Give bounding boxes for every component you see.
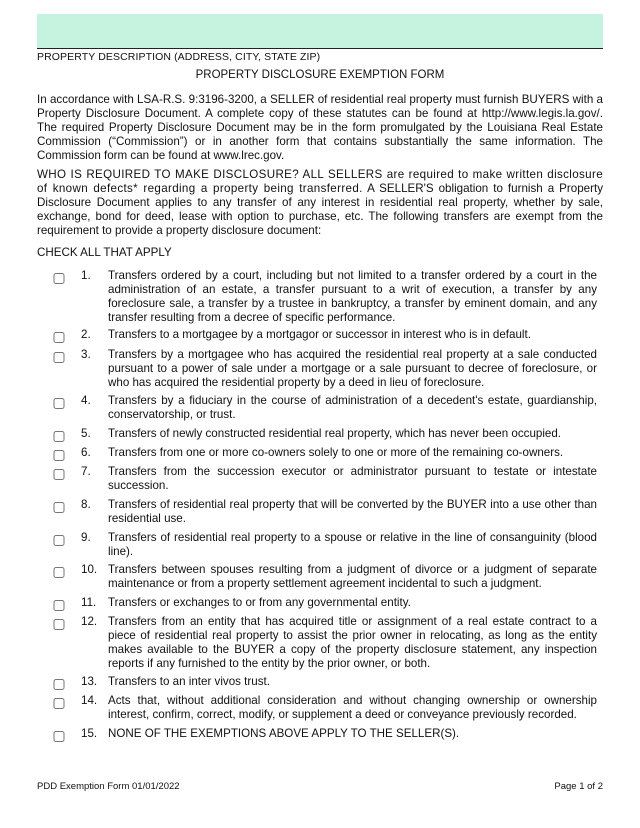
- property-address-label: PROPERTY DESCRIPTION (ADDRESS, CITY, STATE ZIP): [37, 51, 321, 63]
- exemption-checkbox[interactable]: [53, 567, 65, 578]
- exemption-checkbox[interactable]: [53, 619, 65, 630]
- exemption-text: Transfers to a mortgagee by a mortgagor or successor in interest who is in default.: [108, 328, 531, 341]
- exemption-text: Transfers ordered by a court, including but not limited to a transfer ordered by a court in the administration of an estate, a transfer pursuant to a writ of execution, a transfer by any foreclosure sale, a transfer by a trustee in bankruptcy, a transfer by eminent domain, and any transfer resulting from a decree of specific performance.: [108, 269, 597, 324]
- exemption-text: Acts that, without additional consideration and without changing ownership or ownership interest, confirm, correct, modify, or supplement a deed or conveyance previously recorded.: [108, 694, 597, 721]
- form-title: PROPERTY DISCLOSURE EXEMPTION FORM: [195, 69, 445, 81]
- footer-page-number: Page 1 of 2: [554, 781, 603, 792]
- exemption-text: Transfers or exchanges to or from any governmental entity.: [108, 596, 411, 609]
- exemption-text: Transfers from an entity that has acquired title or assignment of a real estate contract to a piece of residential real property to assist the prior owner in relocating, as long as the entity makes available to the BUYER a copy of the property disclosure statement, any inspection reports if any furnished to the entity by the prior owner, or both.: [108, 615, 597, 670]
- exemption-number: 6.: [81, 446, 91, 459]
- intro-paragraph: In accordance with LSA-R.S. 9:3196-3200, a SELLER of residential real property must furnish BUYERS with a Property Disclosure Document. A complete copy of these statutes can be found at http://www.legis.la.gov/. The required Property Disclosure Document may be in the form promulgated by the Louisiana Real Estate Commission (“Commission”) or in another form that contains substantially the same information. The Commission form can be found at www.lrec.gov.: [37, 93, 603, 162]
- exemption-number: 8.: [81, 498, 91, 511]
- exemption-text: Transfers of newly constructed residential real property, which has never been occupied.: [108, 427, 562, 440]
- exemption-text: Transfers to an inter vivos trust.: [108, 675, 270, 688]
- exemption-number: 10.: [81, 563, 98, 576]
- exemption-text: Transfers from one or more co-owners solely to one or more of the remaining co-owners.: [108, 446, 564, 459]
- exemption-number: 2.: [81, 328, 91, 341]
- exemption-checkbox[interactable]: [53, 469, 65, 480]
- exemption-number: 13.: [81, 675, 98, 688]
- exemption-checkbox[interactable]: [53, 431, 65, 442]
- exemption-number: 12.: [81, 615, 98, 628]
- who-must-disclose-text: A SELLER'S obligation to furnish a Property Disclosure Document applies to any transfer of any interest in residential real property, whether by sale, exchange, bond for deed, lease with option to purchase, etc. The following transfers are exempt from the requirement to provide a property disclosure document:: [37, 182, 603, 237]
- exemption-text: NONE OF THE EXEMPTIONS ABOVE APPLY TO THE SELLER(S).: [108, 727, 460, 740]
- exemption-checkbox[interactable]: [53, 450, 65, 461]
- exemption-number: 1.: [81, 269, 91, 282]
- exemption-number: 3.: [81, 348, 91, 361]
- exemption-number: 7.: [81, 465, 91, 478]
- exemption-checkbox[interactable]: [53, 273, 65, 284]
- exemption-checkbox[interactable]: [53, 352, 65, 363]
- exemption-number: 14.: [81, 694, 98, 707]
- exemption-checkbox[interactable]: [53, 398, 65, 409]
- exemption-checkbox[interactable]: [53, 698, 65, 709]
- footer-form-id: PDD Exemption Form 01/01/2022: [37, 781, 180, 792]
- exemption-text: Transfers by a mortgagee who has acquired the residential real property at a sale conducted pursuant to a power of sale under a mortgage or a sale pursuant to decree of foreclosure, or who has acquired the residential property by a deed in lieu of foreclosure.: [108, 348, 597, 389]
- who-must-disclose-lead: WHO IS REQUIRED TO MAKE DISCLOSURE? ALL SELLERS are required to make written disclosure of known defects* regarding a property being transferred.: [37, 168, 603, 195]
- exemption-text: Transfers from the succession executor or administrator pursuant to testate or intestate succession.: [108, 465, 597, 492]
- exemption-checkbox[interactable]: [53, 332, 65, 343]
- exemption-number: 15.: [81, 727, 98, 740]
- exemption-text: Transfers of residential real property that will be converted by the BUYER into a use other than residential use.: [108, 498, 597, 525]
- exemption-number: 4.: [81, 394, 91, 407]
- exemption-checkbox[interactable]: [53, 535, 65, 546]
- exemption-checkbox[interactable]: [53, 679, 65, 690]
- exemption-checkbox[interactable]: [53, 731, 65, 742]
- exemption-number: 11.: [81, 596, 97, 609]
- exemption-text: Transfers by a fiduciary in the course of administration of a decedent's estate, guardianship, conservatorship, or trust.: [108, 394, 597, 421]
- exemption-number: 9.: [81, 531, 91, 544]
- exemption-text: Transfers between spouses resulting from a judgment of divorce or a judgment of separate maintenance or from a property settlement agreement incidental to such a judgment.: [108, 563, 597, 590]
- exemption-checkbox[interactable]: [53, 600, 65, 611]
- check-all-instruction: CHECK ALL THAT APPLY: [37, 246, 172, 259]
- exemption-number: 5.: [81, 427, 91, 440]
- exemption-text: Transfers of residential real property to a spouse or relative in the line of consanguinity (blood line).: [108, 531, 597, 558]
- exemption-checkbox[interactable]: [53, 502, 65, 513]
